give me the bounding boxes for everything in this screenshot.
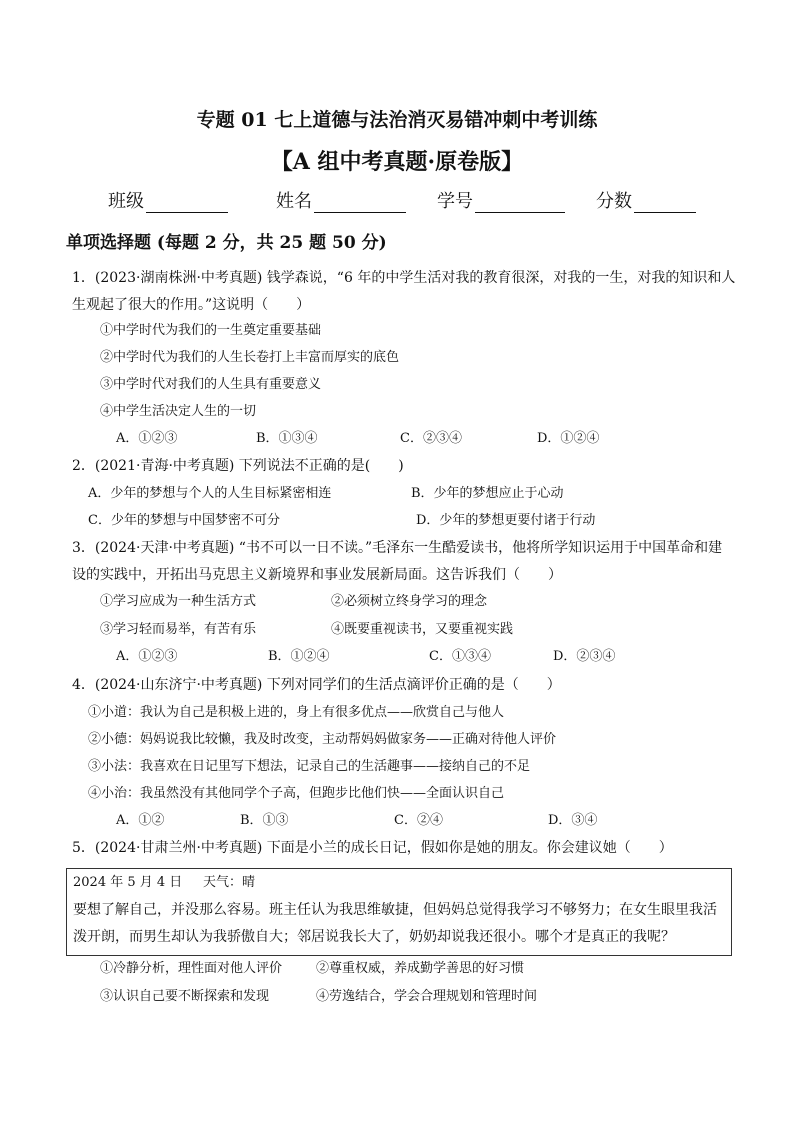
document-title: 专题 01 七上道德与法治消灭易错冲刺中考训练: [196, 109, 598, 131]
score-label: 分数: [596, 191, 632, 212]
q3-item-2: ②必须树立终身学习的理念: [331, 594, 488, 609]
diary-text-line2: 泼开朗，而男生却认为我骄傲自大；邻居说我长大了，奶奶却说我还很小。哪个才是真正的我呢？: [73, 929, 675, 945]
score-field: [596, 187, 696, 213]
q1-item-3: ③中学时代对我们的人生具有重要意义: [100, 377, 322, 392]
q3-item-3: ③学习轻而易举，有苦有乐: [100, 622, 257, 637]
name-field: [276, 187, 406, 213]
name-blank[interactable]: [314, 194, 406, 213]
score-blank[interactable]: [634, 194, 696, 213]
q1-item-1: ①中学时代为我们的一生奠定重要基础: [100, 323, 322, 338]
q1-option-a[interactable]: A．①②③: [116, 431, 178, 446]
q2-option-b[interactable]: B．少年的梦想应止于心动: [411, 486, 564, 501]
q3-option-a[interactable]: A．①②③: [116, 649, 178, 664]
q2-option-d[interactable]: D．少年的梦想更要付诸于行动: [416, 513, 596, 528]
name-label: 姓名: [276, 191, 312, 212]
q3-item-1: ①学习应成为一种生活方式: [100, 594, 257, 609]
q2-option-c[interactable]: C．少年的梦想与中国梦密不可分: [88, 513, 280, 528]
student-id-field: [437, 187, 565, 213]
q1-item-2: ②中学时代为我们的人生长卷打上丰富而厚实的底色: [100, 350, 400, 365]
document-subtitle: 【A 组中考真题·原卷版】: [270, 149, 524, 175]
class-field: [108, 187, 228, 213]
q5-item-1: ①冷静分析，理性面对他人评价: [100, 961, 283, 976]
q5-item-4: ④劳逸结合，学会合理规划和管理时间: [316, 989, 538, 1004]
diary-date: 2024 年 5 月 4 日: [73, 875, 183, 890]
q3-item-4: ④既要重视读书，又要重视实践: [331, 622, 514, 637]
student-id-label: 学号: [437, 191, 473, 212]
class-label: 班级: [108, 191, 144, 212]
q2-stem: 2．(2021·青海·中考真题) 下列说法不正确的是( ): [72, 458, 404, 474]
q4-option-d[interactable]: D．③④: [548, 813, 598, 828]
q4-stem: 4．(2024·山东济宁·中考真题) 下列对同学们的生活点滴评价正确的是（ ）: [72, 677, 561, 693]
q3-option-b[interactable]: B．①②④: [268, 649, 330, 664]
q1-option-d[interactable]: D．①②④: [537, 431, 600, 446]
q5-stem: 5．(2024·甘肃兰州·中考真题) 下面是小兰的成长日记，假如你是她的朋友。你会建议她（ ）: [72, 840, 673, 856]
q1-option-c[interactable]: C．②③④: [400, 431, 462, 446]
q1-stem-line2: 生观起了很大的作用。”这说明（ ）: [72, 297, 311, 313]
q4-option-c[interactable]: C．②④: [394, 813, 443, 828]
q5-item-2: ②尊重权威，养成勤学善思的好习惯: [316, 961, 525, 976]
diary-text-line1: 要想了解自己，并没那么容易。班主任认为我思维敏捷，但妈妈总觉得我学习不够努力；在女生眼里我活: [73, 902, 717, 918]
q3-stem-line2: 设的实践中，开拓出马克思主义新境界和事业发展新局面。这告诉我们（ ）: [72, 567, 562, 583]
q3-option-c[interactable]: C．①③④: [429, 649, 491, 664]
q1-option-b[interactable]: B．①③④: [256, 431, 318, 446]
q4-item-2: ②小德：妈妈说我比较懒，我及时改变，主动帮妈妈做家务——正确对待他人评价: [88, 732, 557, 747]
q4-option-a[interactable]: A．①②: [116, 813, 165, 828]
q4-item-4: ④小治：我虽然没有其他同学个子高，但跑步比他们快——全面认识自己: [88, 786, 505, 801]
q4-item-3: ③小法：我喜欢在日记里写下想法，记录自己的生活趣事——接纳自己的不足: [88, 759, 531, 774]
q1-stem-line1: 1．(2023·湖南株洲·中考真题) 钱学森说，“6 年的中学生活对我的教育很深，对我的一生，对我的知识和人: [72, 270, 736, 286]
q4-option-b[interactable]: B．①③: [240, 813, 289, 828]
section-title: 单项选择题 (每题 2 分，共 25 题 50 分): [66, 233, 387, 253]
diary-weather: 天气：晴: [203, 875, 256, 890]
q2-option-a[interactable]: A．少年的梦想与个人的人生目标紧密相连: [88, 486, 332, 501]
q3-stem-line1: 3．(2024·天津·中考真题) “书不可以一日不读。”毛泽东一生酷爱读书，他将所学知识运用于中国革命和建: [72, 540, 723, 556]
q3-option-d[interactable]: D．②③④: [553, 649, 616, 664]
q1-item-4: ④中学生活决定人生的一切: [100, 404, 257, 419]
class-blank[interactable]: [146, 194, 228, 213]
q5-item-3: ③认识自己要不断探索和发现: [100, 989, 270, 1004]
q4-item-1: ①小道：我认为自己是积极上进的，身上有很多优点——欣赏自己与他人: [88, 705, 505, 720]
student-id-blank[interactable]: [475, 194, 565, 213]
